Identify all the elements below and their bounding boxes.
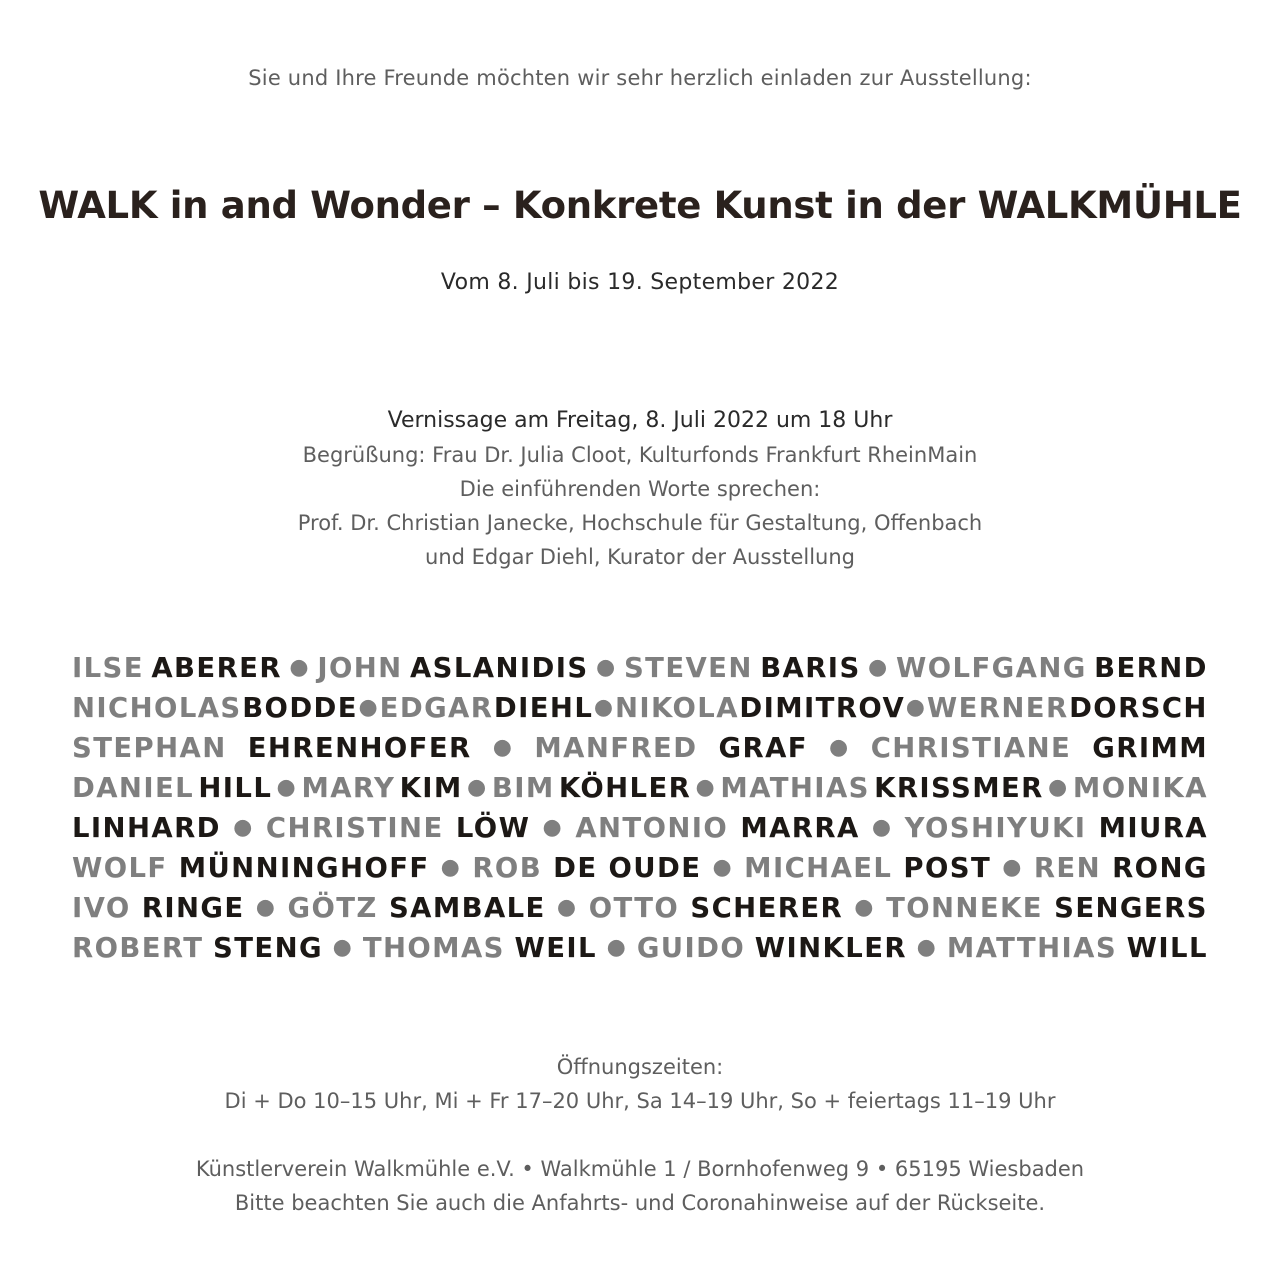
artist-row <box>72 688 1208 728</box>
bullet-separator: ● <box>606 935 628 960</box>
bullet-separator: ● <box>466 775 488 800</box>
artist-first-name: YOSHIYUKI <box>904 812 1087 844</box>
artist-last-name: LÖW <box>455 812 531 844</box>
bullet-separator: ● <box>440 855 462 880</box>
artist-row <box>72 928 1208 968</box>
bullet-separator: ● <box>358 695 380 720</box>
hours-times: Di + Do 10–15 Uhr, Mi + Fr 17–20 Uhr, Sa 14–19 Uhr, So + feiertags 11–19 Uhr <box>224 1089 1056 1113</box>
artist-first-name: MATHIAS <box>720 772 870 804</box>
welcome-line: Begrüßung: Frau Dr. Julia Cloot, Kulturfonds Frankfurt RheinMain <box>302 443 978 467</box>
bullet-separator: ● <box>276 775 298 800</box>
introduction-label: Die einführenden Worte sprechen: <box>459 477 821 501</box>
artist-last-name: WEIL <box>514 932 597 964</box>
artist-first-name: THOMAS <box>362 932 505 964</box>
artist-first-name: ILSE <box>72 652 144 684</box>
bullet-separator: ● <box>542 815 564 840</box>
bullet-separator: ● <box>492 735 514 760</box>
exhibition-title: WALK in and Wonder – Konkrete Kunst in der WALKMÜHLE <box>38 184 1242 227</box>
artist-row <box>72 808 1208 848</box>
artist-last-name: DIMITROV <box>739 692 906 724</box>
artist-last-name: SCHERER <box>690 892 844 924</box>
vernissage-line: Vernissage am Freitag, 8. Juli 2022 um 18 Uhr <box>387 408 893 433</box>
artist-last-name: GRIMM <box>1092 732 1208 764</box>
artist-first-name: EDGAR <box>379 692 494 724</box>
artist-list <box>72 648 1208 968</box>
artist-last-name: STENG <box>213 932 323 964</box>
bullet-separator: ● <box>593 695 615 720</box>
bullet-separator: ● <box>871 815 893 840</box>
bullet-separator: ● <box>332 935 354 960</box>
artist-first-name: MANFRED <box>534 732 698 764</box>
bullet-separator: ● <box>1048 775 1069 800</box>
artist-first-name: GUIDO <box>636 932 746 964</box>
artist-last-name: MÜNNINGHOFF <box>178 852 430 884</box>
artist-row <box>72 888 1208 928</box>
artist-first-name: WERNER <box>926 692 1069 724</box>
artist-first-name: OTTO <box>588 892 680 924</box>
artist-last-name: DE OUDE <box>553 852 702 884</box>
artist-first-name: JOHN <box>317 652 403 684</box>
artist-last-name: GRAF <box>718 732 808 764</box>
artist-first-name: ROB <box>472 852 543 884</box>
artist-last-name: POST <box>903 852 992 884</box>
opening-hours <box>0 1050 1280 1118</box>
artist-last-name: DIEHL <box>493 692 594 724</box>
artist-first-name: REN <box>1033 852 1102 884</box>
artist-last-name: SAMBALE <box>388 892 546 924</box>
artist-row <box>72 728 1208 768</box>
artist-first-name: MONIKA <box>1072 772 1208 804</box>
bullet-separator: ● <box>695 775 717 800</box>
address-block <box>0 1152 1280 1220</box>
artist-first-name: GÖTZ <box>287 892 378 924</box>
artist-last-name: BODDE <box>242 692 358 724</box>
bullet-separator: ● <box>1002 855 1023 880</box>
artist-first-name: STEPHAN <box>72 732 227 764</box>
artist-first-name: CHRISTIANE <box>870 732 1072 764</box>
artist-last-name: ABERER <box>151 652 282 684</box>
artist-first-name: NIKOLA <box>614 692 739 724</box>
artist-last-name: BERND <box>1094 652 1208 684</box>
bullet-separator: ● <box>854 895 875 920</box>
artist-last-name: DORSCH <box>1069 692 1208 724</box>
artist-first-name: BIM <box>491 772 555 804</box>
artist-last-name: WINKLER <box>754 932 907 964</box>
artist-first-name: STEVEN <box>623 652 753 684</box>
artist-first-name: TONNEKE <box>886 892 1043 924</box>
artist-first-name: ROBERT <box>72 932 204 964</box>
artist-first-name: NICHOLAS <box>72 692 242 724</box>
artist-row <box>72 848 1208 888</box>
bullet-separator: ● <box>916 935 938 960</box>
bullet-separator: ● <box>712 855 734 880</box>
artist-last-name: SENGERS <box>1054 892 1208 924</box>
artist-last-name: BARIS <box>760 652 861 684</box>
exhibition-dates: Vom 8. Juli bis 19. September 2022 <box>440 270 840 295</box>
artist-first-name: IVO <box>72 892 131 924</box>
address-line: Künstlerverein Walkmühle e.V. • Walkmühle 1 / Bornhofenweg 9 • 65195 Wiesbaden <box>195 1157 1085 1181</box>
artist-last-name: WILL <box>1126 932 1208 964</box>
bullet-separator: ● <box>556 895 578 920</box>
artist-first-name: ANTONIO <box>575 812 729 844</box>
bullet-separator: ● <box>233 815 254 840</box>
notice-line: Bitte beachten Sie auch die Anfahrts- und Coronahinweise auf der Rückseite. <box>234 1191 1046 1215</box>
curator-line: und Edgar Diehl, Kurator der Ausstellung <box>425 545 855 569</box>
artist-last-name: KRISSMER <box>874 772 1044 804</box>
artist-last-name: MIURA <box>1098 812 1208 844</box>
artist-first-name: WOLF <box>72 852 168 884</box>
artist-first-name: DANIEL <box>72 772 195 804</box>
artist-row <box>72 768 1208 808</box>
bullet-separator: ● <box>829 735 850 760</box>
artist-last-name: KÖHLER <box>558 772 692 804</box>
artist-first-name: CHRISTINE <box>265 812 444 844</box>
artist-last-name: MARRA <box>740 812 860 844</box>
artist-row <box>72 648 1208 688</box>
speaker-line: Prof. Dr. Christian Janecke, Hochschule für Gestaltung, Offenbach <box>297 511 983 535</box>
bullet-separator: ● <box>905 695 927 720</box>
bullet-separator: ● <box>255 895 277 920</box>
artist-last-name: KIM <box>399 772 463 804</box>
artist-last-name: HILL <box>198 772 273 804</box>
artist-first-name: MATTHIAS <box>946 932 1118 964</box>
bullet-separator: ● <box>868 655 889 680</box>
artist-last-name: LINHARD <box>72 812 221 844</box>
opening-details <box>0 404 1280 574</box>
artist-last-name: ASLANIDIS <box>409 652 589 684</box>
artist-first-name: WOLFGANG <box>896 652 1087 684</box>
artist-last-name: EHRENHOFER <box>247 732 472 764</box>
artist-last-name: RINGE <box>141 892 245 924</box>
bullet-separator: ● <box>595 655 617 680</box>
bullet-separator: ● <box>289 655 310 680</box>
hours-label: Öffnungszeiten: <box>556 1055 724 1079</box>
invitation-intro: Sie und Ihre Freunde möchten wir sehr herzlich einladen zur Ausstellung: <box>248 66 1032 90</box>
artist-first-name: MARY <box>301 772 396 804</box>
artist-first-name: MICHAEL <box>744 852 893 884</box>
artist-last-name: RONG <box>1112 852 1208 884</box>
